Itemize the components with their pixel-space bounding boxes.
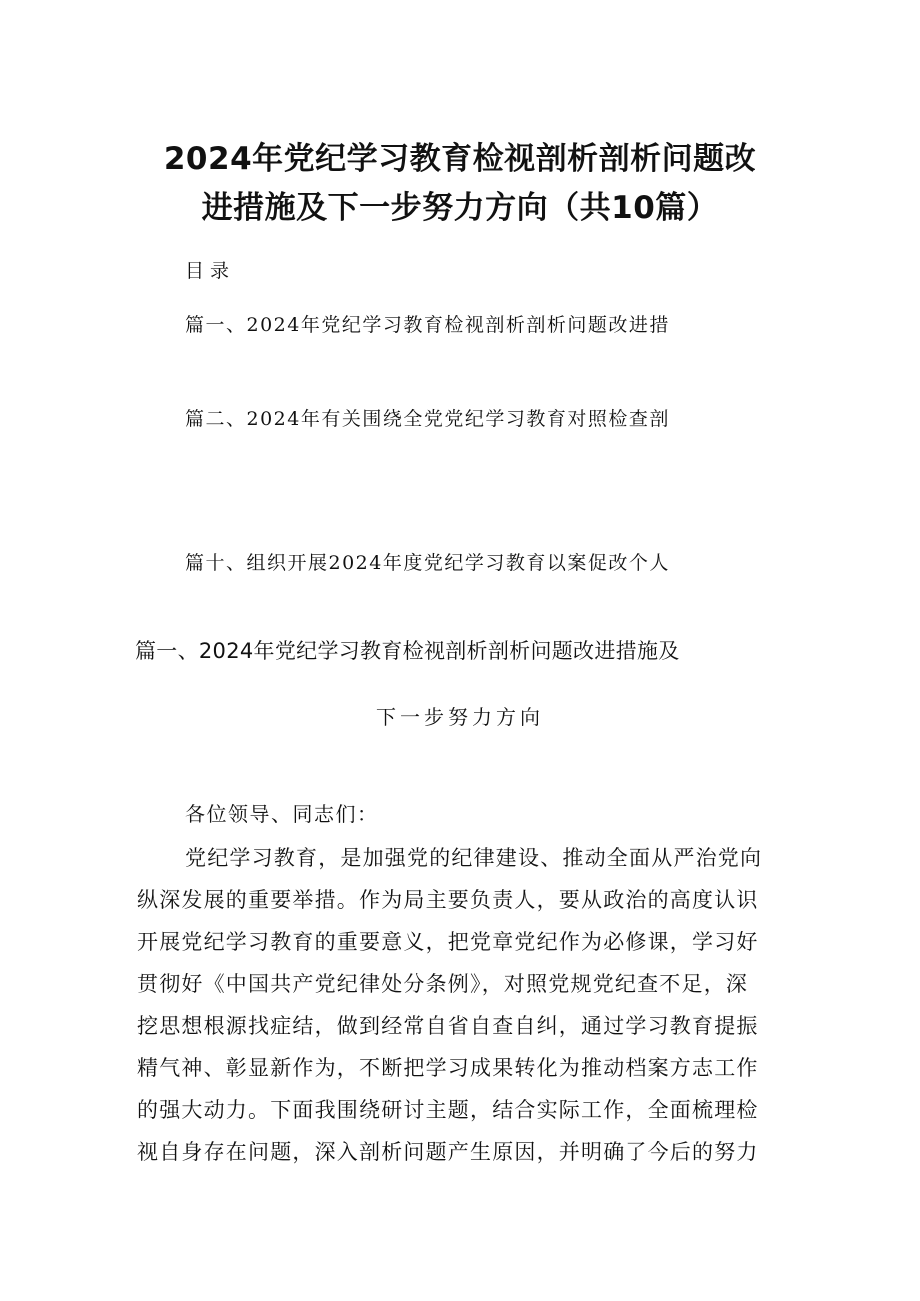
- section-subtitle: 下一步努力方向: [376, 705, 544, 729]
- paragraph-line: 视自身存在问题，深入剖析问题产生原因，并明确了今后的努力: [137, 1140, 759, 1164]
- paragraph-line: 的强大动力。下面我围绕研讨主题，结合实际工作，全面梳理检: [137, 1098, 759, 1122]
- toc-heading: 目录: [185, 260, 236, 282]
- section-title: 篇一、2024年党纪学习教育检视剖析剖析问题改进措施及: [135, 639, 680, 663]
- toc-item-10[interactable]: 篇十、组织开展2024年度党纪学习教育以案促改个人: [185, 552, 670, 574]
- toc-item-1[interactable]: 篇一、2024年党纪学习教育检视剖析剖析问题改进措: [185, 314, 670, 336]
- greeting: 各位领导、同志们：: [185, 802, 379, 826]
- paragraph-line: 挖思想根源找症结，做到经常自省自查自纠，通过学习教育提振: [137, 1014, 759, 1038]
- paragraph-line: 精气神、彰显新作为，不断把学习成果转化为推动档案方志工作: [137, 1056, 759, 1080]
- paragraph-line: 纵深发展的重要举措。作为局主要负责人，要从政治的高度认识: [137, 888, 759, 912]
- paragraph-line: 开展党纪学习教育的重要意义，把党章党纪作为必修课，学习好: [137, 930, 759, 954]
- document-title-line-2: 进措施及下一步努力方向（共10篇）: [201, 190, 719, 226]
- document-title-line-1: 2024年党纪学习教育检视剖析剖析问题改: [163, 141, 757, 177]
- paragraph-line: 党纪学习教育，是加强党的纪律建设、推动全面从严治党向: [185, 846, 763, 870]
- toc-item-2[interactable]: 篇二、2024年有关围绕全党党纪学习教育对照检查剖: [185, 408, 670, 430]
- paragraph-line: 贯彻好《中国共产党纪律处分条例》，对照党规党纪查不足，深: [137, 972, 749, 996]
